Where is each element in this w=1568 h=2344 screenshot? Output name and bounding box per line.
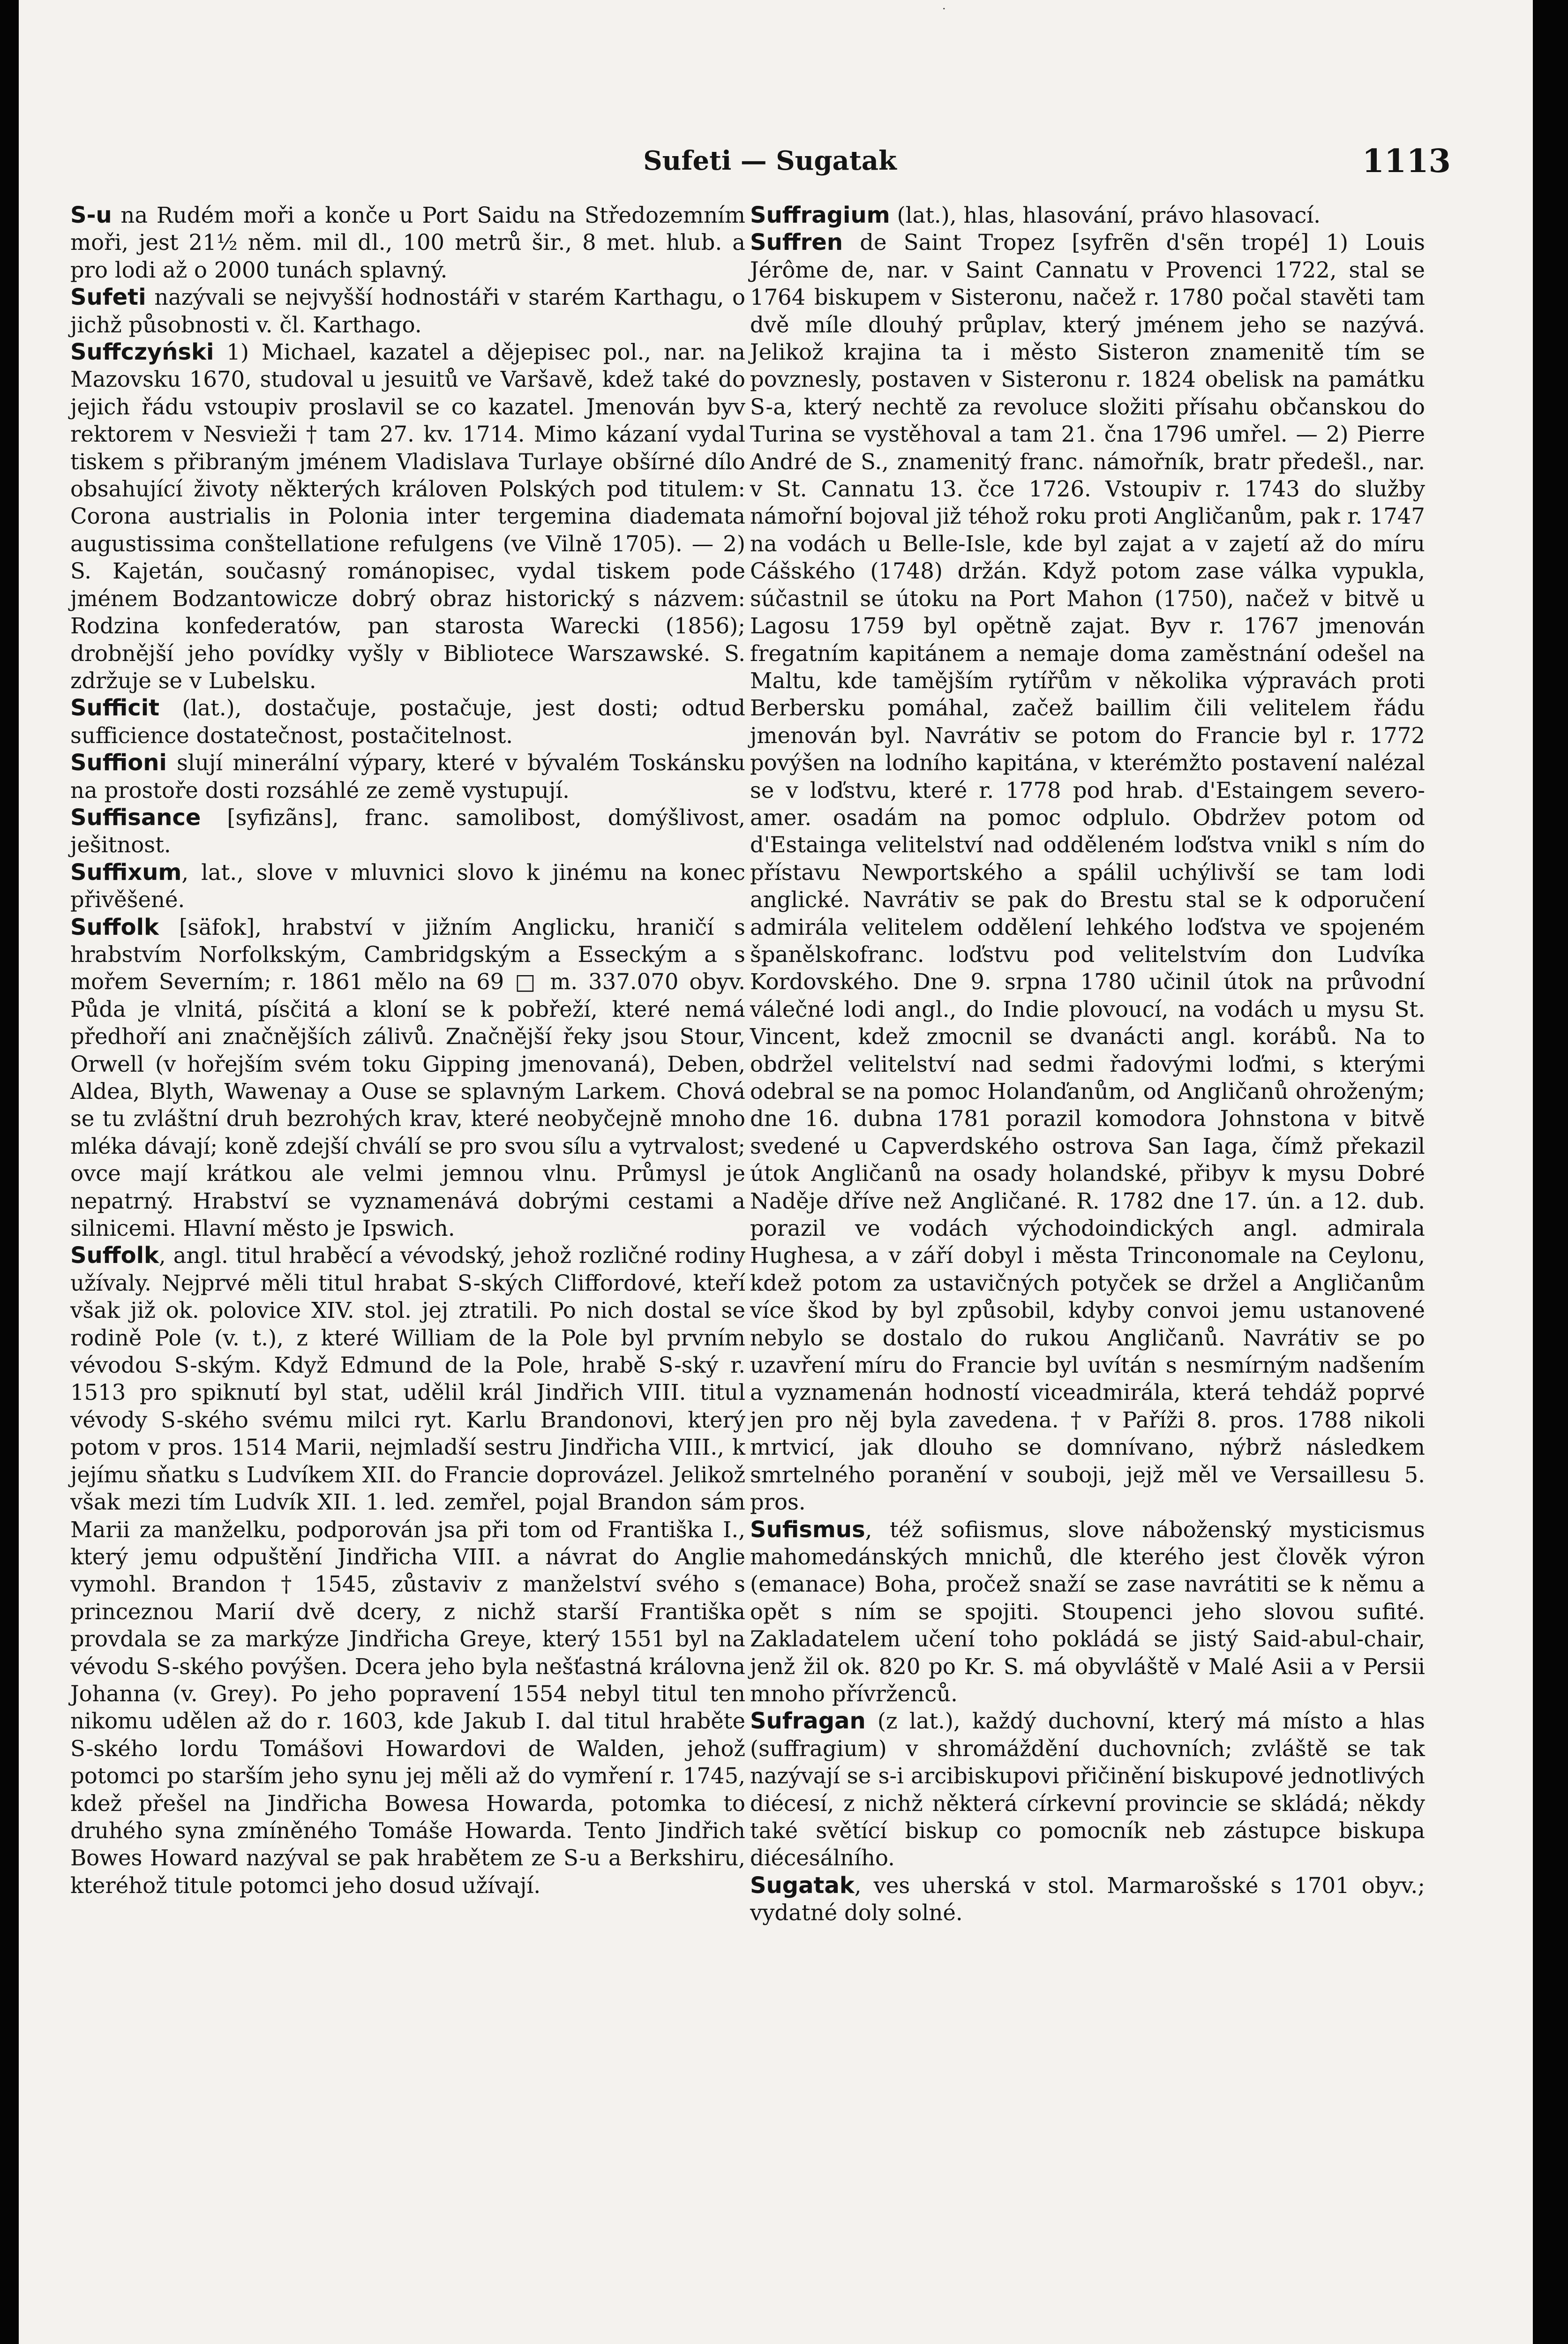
entry — [70, 859, 745, 914]
entry-headword: Suffolk — [70, 1242, 159, 1269]
entry-text: de Saint Tropez [syfrẽn d'sẽn tropé] 1) Louis Jérôme de, nar. v Saint Cannatu v Provenci 1722, stal se 1764 biskupem v Sisteronu, načež r. 1780 počal stavěti tam dvě míle dlouhý průplav, který jménem jeho se nazývá. Jelikož krajina ta i město Sisteron znamenitě tím se povznesly, postaven v Sisteronu r. 1824 obelisk na památku S-a, který nechtě za revoluce složiti přísahu občanskou do Turina se vystěhoval a tam 21. čna 1796 umřel. — 2) Pierre André de S., znamenitý franc. námořník, bratr předešl., nar. v St. Cannatu 13. čce 1726. Vstoupiv r. 1743 do služby námořní bojoval již téhož roku proti Angličanům, pak r. 1747 na vodách u Belle-Isle, kde byl zajat a v zajetí až do míru Cášského (1748) držán. Když potom zase válka vypukla, súčastnil se útoku na Port Mahon (1750), načež v bitvě u Lagosu 1759 byl opětně zajat. Byv r. 1767 jmenován fregatním kapitánem a nemaje doma zaměstnání odešel na Maltu, kde tamějším rytířům v několika výpravách proti Berbersku pomáhal, začež baillim čili velitelem řádu jmenován byl. Navrátiv se potom do Francie byl r. 1772 povýšen na lodního kapitána, v kterémžto postavení nalézal se v loďstvu, které r. 1778 pod hrab. d'Estaingem severo-amer. osadám na pomoc odplulo. Obdržev potom od d'Estainga velitelství nad odděleném loďstva vnikl s ním do přístavu Newportského a spálil uchýlivší se tam lodi anglické. Navrátiv se pak do Brestu stal se k odporučení admirála velitelem oddělení lehkého loďstva ve spojeném španělskofranc. loďstvu pod velitelstvím don Ludvíka Kordovského. Dne 9. srpna 1780 učinil útok na průvodní válečné lodi angl., do Indie plovoucí, na vodách u mysu St. Vincent, kdež zmocnil se dvanácti angl. korábů. Na to obdržel velitelství nad sedmi řadovými loďmi, s kterými odebral se na pomoc Holanďanům, od Angličanů ohroženým; dne 16. dubna 1781 porazil komodora Johnstona v bitvě svedené u Capverdského ostrova San Iaga, čímž překazil útok Angličanů na osady holandské, přibyv k mysu Dobré Naděje dříve než Angličané. R. 1782 dne 17. ún. a 12. dub. porazil ve vodách východoindických angl. admirala Hughesa, a v září dobyl i města Trinconomale na Ceylonu, kdež potom za ustavičných potyček se držel a Angličanům více škod by byl způsobil, kdyby convoi jemu ustanovené nebylo se dostalo do rukou Angličanů. Navrátiv se po uzavření míru do Francie byl uvítán s nesmírným nadšením a vyznamenán hodností viceadmirála, která tehdáž poprvé jen pro něj byla zavedena. † v Paříži 8. pros. 1788 nikoli mrtvicí, jak dlouho se domnívano, nýbrž následkem smrtelného poranění v souboji, jejž měl ve Versaillesu 5. pros. — [750, 230, 1425, 1515]
entry-headword: Suffragium — [750, 202, 890, 228]
entry-text: , angl. titul hraběcí a vévodský, jehož rozličné rodiny užívaly. Nejprvé měli titul hrabat S-ských Cliffordové, kteří však již ok. polovice XIV. stol. jej ztratili. Po nich dostal se rodině Pole (v. t.), z které William de la Pole byl prvním vévodou S-ským. Když Edmund de la Pole, hrabě S-ský r. 1513 pro spiknutí byl stat, udělil král Jindřich VIII. titul vévody S-ského svému milci ryt. Karlu Brandonovi, který potom v pros. 1514 Marii, nejmladší sestru Jindřicha VIII., k jejímu sňatku s Ludvíkem XII. do Francie doprovázel. Jelikož však mezi tím Ludvík XII. 1. led. zemřel, pojal Brandon sám Marii za manželku, podporován jsa při tom od Františka I., který jemu odpuštění Jindřicha VIII. a návrat do Anglie vymohl. Brandon † 1545, zůstaviv z manželství svého s princeznou Marií dvě dcery, z nichž starší Františka provdala se za markýze Jindřicha Greye, který 1551 byl na vévodu S-ského povýšen. Dcera jeho byla nešťastná královna Johanna (v. Grey). Po jeho popravení 1554 nebyl titul ten nikomu udělen až do r. 1603, kde Jakub I. dal titul hraběte S-ského lordu Tomášovi Howardovi de Walden, jehož potomci po starším jeho synu jej měli až do vymření r. 1745, kdež přešel na Jindřicha Bowesa Howarda, potomka to druhého syna zmíněného Tomáše Howarda. Tento Jindřich Bowes Howard nazýval se pak hrabětem ze S-u a Berkshiru, kteréhož titule potomci jeho dosud užívají. — [70, 1243, 745, 1898]
page-header — [89, 141, 1451, 183]
entry-headword: Suffisance — [70, 804, 201, 831]
entry-text: [syfizãns], franc. samolibost, domýšlivost, ješitnost. — [70, 804, 745, 858]
entry — [70, 804, 745, 859]
entry — [70, 284, 745, 338]
page-number: 1113 — [1362, 143, 1451, 180]
entry-text: (z lat.), každý duchovní, který má místo a hlas (suffragium) v shromáždění duchovních; zvláště se tak nazývají se s-i arcibiskupovi přičinění biskupové jednotlivých diécesí, z nichž některá církevní provincie se skládá; někdy také světící biskup co pomocník neb zástupce biskupa diécesálního. — [750, 1708, 1425, 1871]
entry — [70, 1242, 745, 1899]
entry-text: 1) Michael, kazatel a dějepisec pol., nar. na Mazovsku 1670, studoval u jesuitů ve Varšavě, kdež také do jejich řádu vstoupiv proslavil se co kazatel. Jmenován byv rektorem v Nesvieži † tam 27. kv. 1714. Mimo kázaní vydal tiskem s přibraným jménem Vladislava Turlaye obšírné dílo obsahující životy některých královen Polských pod titulem: Corona austrialis in Polonia inter tergemina diademata augustissima conštellatione refulgens (ve Vilně 1705). — 2) S. Kajetán, současný románopisec, vydal tiskem pode jménem Bodzantowicze dobrý obraz historický s názvem: Rodzina konfederatów, pan starosta Warecki (1856); drobnější jeho povídky vyšly v Bibliotece Warszawské. S. zdržuje se v Lubelsku. — [70, 339, 745, 693]
entry-text: nazývali se nejvyšší hodnostáři v starém Karthagu, o jichž působnosti v. čl. Karthago. — [70, 285, 745, 338]
right-column — [750, 202, 1425, 1927]
entry — [70, 338, 745, 694]
running-head: Sufeti — Sugatak — [643, 145, 897, 176]
left-column — [70, 202, 745, 1899]
entry-headword: Sufeti — [70, 284, 146, 311]
entry-headword: S-u — [70, 202, 112, 228]
entry-text: , lat., slove v mluvnici slovo k jinému na konec přivěšené. — [70, 859, 745, 913]
entry-text: , ves uherská v stol. Marmarošské s 1701 obyv.; vydatné doly solné. — [750, 1872, 1425, 1926]
dictionary-page — [19, 0, 1533, 2344]
entry-headword: Suffixum — [70, 859, 182, 886]
entry-text: (lat.), dostačuje, postačuje, jest dosti; odtud sufficience dostatečnost, postačitelnost. — [70, 695, 745, 748]
entry — [750, 1516, 1425, 1708]
entry-headword: Sugatak — [750, 1872, 855, 1899]
entry-headword: Sufismus — [750, 1516, 865, 1543]
entry-headword: Suffren — [750, 229, 843, 256]
entry — [750, 229, 1425, 1516]
entry-text: , též sofiismus, slove náboženský mysticismus mahomedánských mnichů, dle kterého jest člověk výron (emanace) Boha, pročež snaží se zase navrátiti se k němu a opět s ním se spojiti. Stoupenci jeho slovou sufité. Zakladatelem učení toho pokládá se jistý Said-abul-chair, jenž žil ok. 820 po Kr. S. má obyvláště v Malé Asii a v Persii mnoho přívrženců. — [750, 1517, 1425, 1706]
entry-text: slují minerální výpary, které v bývalém Toskánsku na prostoře dosti rozsáhlé ze země vystupují. — [70, 750, 745, 803]
entry — [750, 202, 1425, 229]
entry — [750, 1707, 1425, 1871]
entry-headword: Suffioni — [70, 750, 167, 776]
entry-text: [säfok], hrabství v jižním Anglicku, hraničí s hrabstvím Norfolkským, Cambridgským a Esseckým a s mořem Severním; r. 1861 mělo na 69 □ m. 337.070 obyv. Půda je vlnitá, písčitá a kloní se k pobřeží, které nemá předhoří ani značnějších zálivů. Značnější řeky jsou Stour, Orwell (v hořejším svém toku Gipping jmenovaná), Deben, Aldea, Blyth, Wawenay a Ouse se splavným Larkem. Chová se tu zvláštní druh bezrohých krav, které neobyčejně mnoho mléka dávají; koně zdejší chválí se pro svou sílu a vytrvalost; ovce mají krátkou ale velmi jemnou vlnu. Průmysl je nepatrný. Hrabství se vyznamenává dobrými cestami a silnicemi. Hlavní město je Ipswich. — [70, 914, 745, 1241]
entry-text: na Rudém moři a konče u Port Saidu na Středozemním moři, jest 21½ něm. mil dl., 100 metrů šir., 8 met. hlub. a pro lodi až o 2000 tunách splavný. — [70, 203, 745, 283]
entry — [70, 202, 745, 284]
entry-text: (lat.), hlas, hlasování, právo hlasovací. — [890, 203, 1320, 228]
entry-headword: Suffczyński — [70, 339, 214, 366]
entry — [750, 1872, 1425, 1927]
entry-headword: Suffolk — [70, 914, 159, 940]
entry-headword: Sufragan — [750, 1708, 866, 1735]
entry — [70, 749, 745, 804]
ink-mark: · — [942, 2, 946, 15]
entry — [70, 694, 745, 749]
entry-headword: Sufficit — [70, 695, 160, 721]
entry — [70, 914, 745, 1242]
